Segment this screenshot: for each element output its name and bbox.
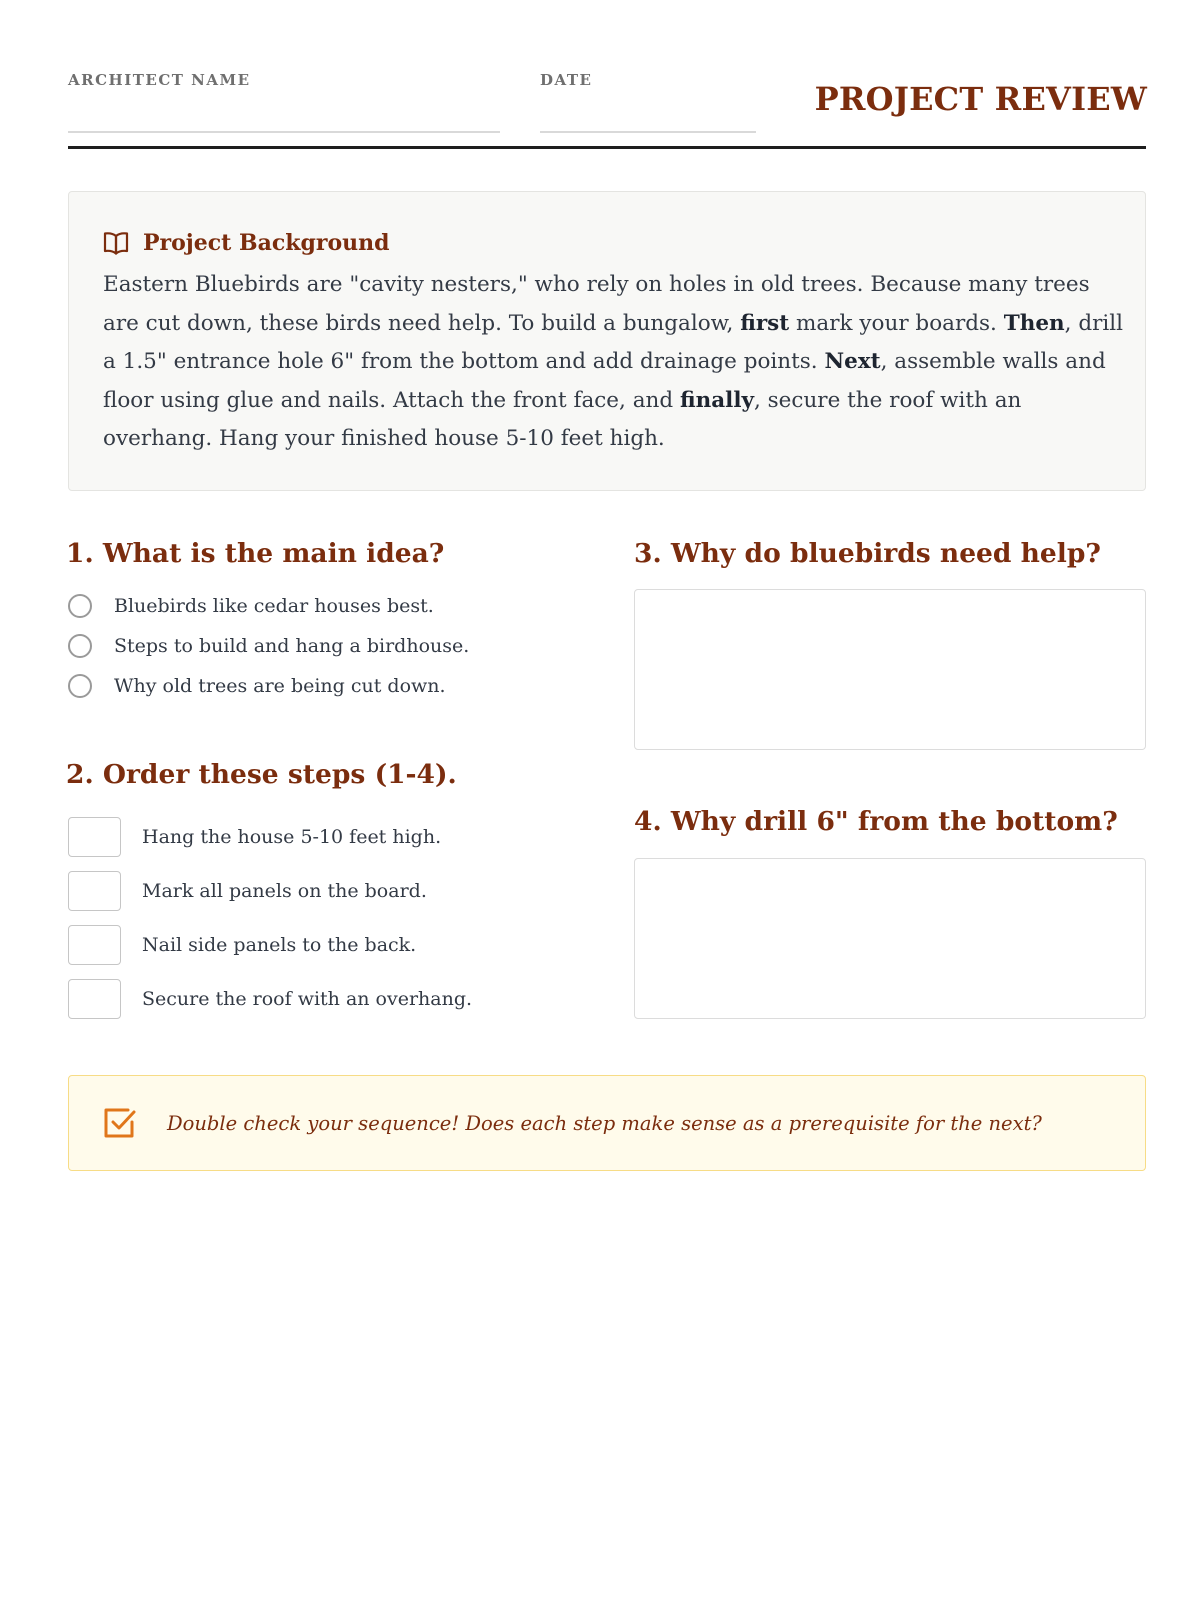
date-field[interactable] (540, 131, 756, 133)
order-step-row (68, 871, 427, 911)
order-number-input[interactable] (68, 817, 121, 857)
question-4-answer-box[interactable] (634, 858, 1146, 1019)
step-label: Mark all panels on the board. (142, 880, 427, 902)
background-text-part: , assemble walls and floor using glue and nails. Attach the front face, and (103, 349, 1106, 413)
option-label: Bluebirds like cedar houses best. (114, 595, 434, 617)
keyword-finally: finally (679, 387, 754, 413)
option-label: Steps to build and hang a birdhouse. (114, 635, 470, 657)
header-divider (68, 146, 1146, 149)
question-3-answer-box[interactable] (634, 589, 1146, 750)
architect-name-label: ARCHITECT NAME (68, 71, 251, 89)
background-text-part: mark your boards. (789, 310, 1004, 336)
radio-button[interactable] (68, 634, 92, 658)
project-background-heading (103, 230, 390, 256)
step-label: Nail side panels to the back. (142, 934, 417, 956)
background-text-part: , secure the roof with an overhang. Hang your finished house 5-10 feet high. (103, 387, 1022, 451)
radio-button[interactable] (68, 674, 92, 698)
keyword-first: first (740, 310, 790, 336)
keyword-then: Then (1003, 310, 1065, 336)
date-label: DATE (540, 71, 593, 89)
order-number-input[interactable] (68, 925, 121, 965)
question-1-option[interactable] (68, 634, 469, 658)
order-step-row (68, 925, 416, 965)
question-1-option[interactable] (68, 674, 446, 698)
question-1-option[interactable] (68, 594, 434, 618)
order-step-row (68, 817, 441, 857)
page-title: PROJECT REVIEW (814, 80, 1147, 118)
tip-callout (68, 1075, 1146, 1171)
step-label: Hang the house 5-10 feet high. (142, 826, 442, 848)
architect-name-field[interactable] (68, 131, 500, 133)
order-number-input[interactable] (68, 979, 121, 1019)
tip-text: Double check your sequence! Does each step make sense as a prerequisite for the next? (167, 1111, 1042, 1135)
order-number-input[interactable] (68, 871, 121, 911)
open-book-icon (103, 231, 129, 255)
question-1-title: 1. What is the main idea? (66, 538, 445, 569)
keyword-next: Next (824, 349, 881, 374)
checkbox-check-icon (101, 1105, 137, 1141)
step-label: Secure the roof with an overhang. (142, 988, 473, 1010)
project-background-title: Project Background (143, 230, 390, 256)
question-4-title: 4. Why drill 6" from the bottom? (634, 806, 1118, 837)
project-background-text (103, 266, 1123, 459)
radio-button[interactable] (68, 594, 92, 618)
background-text-part: Eastern Bluebirds are "cavity nesters," who rely on holes in old trees. Because many trees are cut down, these birds need help. To build a bungalow, (103, 272, 1090, 336)
question-2-title: 2. Order these steps (1-4). (66, 759, 457, 790)
background-text-part: , drill a 1.5" entrance hole 6" from the bottom and add drainage points. (103, 310, 1123, 374)
order-step-row (68, 979, 472, 1019)
question-3-title: 3. Why do bluebirds need help? (634, 538, 1101, 569)
option-label: Why old trees are being cut down. (114, 675, 446, 697)
